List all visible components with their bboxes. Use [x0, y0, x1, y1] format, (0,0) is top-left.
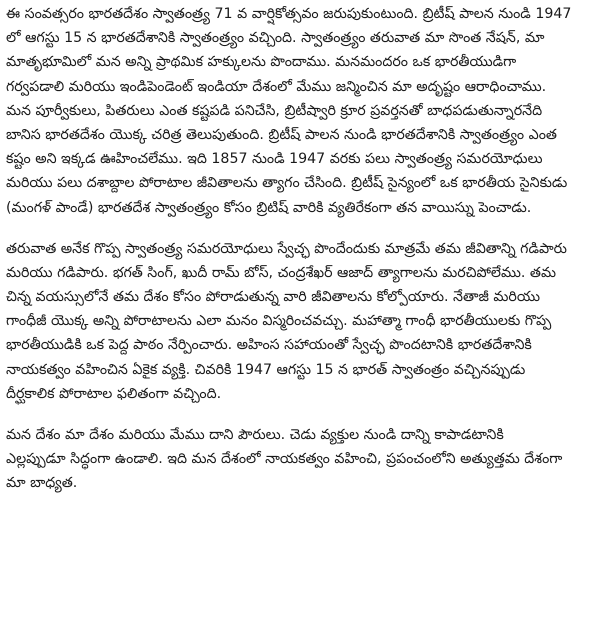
text-line: లో ఆగస్టు 15 న భారతదేశానికి స్వాతంత్ర్యం వచ్చింది. స్వాతంత్ర్యం తరువాత మా సొంత నేషన్, మా	[6, 30, 545, 47]
text-line: (మంగళ్ పాండే) భారతదేశ స్వాతంత్ర్యం కోసం బ్రిటిష్ వారికి వ్యతిరేకంగా తన వాయిస్ను పెంచాడు.	[6, 199, 532, 216]
text-line: కష్టం అని ఇక్కడ ఊహించలేము. ఇది 1857 నుండి 1947 వరకు పలు స్వాతంత్ర్య సమరయోధులు	[6, 151, 543, 168]
text-line: బానిస భారతదేశం యొక్క చరిత్ర తెలుపుతుంది. బ్రిటీష్ పాలన నుండి భారతదేశానికి స్వాతంత్ర్యం ఎంత	[6, 126, 557, 143]
text-line: గర్వపడాలి మరియు ఇండిపెండెంట్ ఇండియా దేశంలో మేము జన్మించిన మా అదృష్టం ఆరాధించాము.	[6, 78, 547, 95]
text-line: మాతృభూమిలో మన అన్ని ప్రాథమిక హక్కులను పొందాము. మనమందరం ఒక భారతీయుడిగా	[6, 54, 517, 71]
text-line: మా బాధ్యత.	[6, 475, 78, 492]
paragraph-spacer	[6, 406, 605, 423]
paragraph-1	[6, 2, 605, 220]
text-line: మన దేశం మా దేశం మరియు మేము దాని పౌరులు. చెడు వ్యక్తుల నుండి దాన్ని కాపాడటానికి	[6, 427, 504, 443]
text-line: మరియు గడిపారు. భగత్ సింగ్, ఖుదీ రామ్ బోస్, చంద్రశేఖర్ ఆజాద్ త్యాగాలను మరచిపోలేము. తమ	[6, 264, 556, 281]
paragraph-spacer	[6, 220, 605, 237]
paragraph-2	[6, 237, 605, 406]
text-line: గాంధీజీ యొక్క అన్ని పోరాటాలను ఎలా మనం విస్మరించవచ్చు. మహాత్మా గాంధీ భారతీయులకు గొప్ప	[6, 313, 552, 330]
text-line: మన పూర్వీకులు, పితరులు ఎంత కష్టపడి పనిచేసి, బ్రిటీష్వారి క్రూర ప్రవర్తనతో బాధపడుతున్నారనేది	[6, 102, 543, 119]
text-line: భారతీయుడికి ఒక పెద్ద పాఠం నేర్పించారు. అహింస సహాయంతో స్వేచ్ఛ పొందటానికి భారతదేశానికి	[6, 337, 532, 354]
text-line: ఎల్లప్పుడూ సిద్ధంగా ఉండాలి. ఇది మన దేశంలో నాయకత్వం వహించి, ప్రపంచంలోని అత్యుత్తమ దేశంగా	[6, 451, 563, 468]
text-line: మరియు పలు దశాబ్దాల పోరాటాల జీవితాలను త్యాగం చేసింది. బ్రిటీష్ సైన్యంలో ఒక భారతీయ సైనికుడు	[6, 175, 568, 192]
text-line: నాయకత్వం వహించిన ఏకైక వ్యక్తి. చివరికి 1947 ఆగస్టు 15 న భారత్ స్వాతంత్రం వచ్చినప్పుడు	[6, 361, 526, 378]
text-line: తరువాత అనేక గొప్ప స్వాతంత్ర్య సమరయోధులు స్వేచ్ఛ పొందేందుకు మాత్రమే తమ జీవితాన్ని గడిపారు	[6, 240, 567, 257]
text-line: చిన్న వయస్సులోనే తమ దేశం కోసం పోరాడుతున్న వారి జీవితాలను కోల్పోయారు. నేతాజీ మరియు	[6, 289, 540, 306]
text-line: దీర్ఘకాలిక పోరాటాల ఫలితంగా వచ్చింది.	[6, 385, 222, 402]
paragraph-3	[6, 423, 605, 496]
text-line: ఈ సంవత్సరం భారతదేశం స్వాతంత్ర్య 71 వ వార్షికోత్సవం జరుపుకుంటుంది. బ్రిటీష్ పాలన నుండి 1947	[6, 6, 572, 22]
